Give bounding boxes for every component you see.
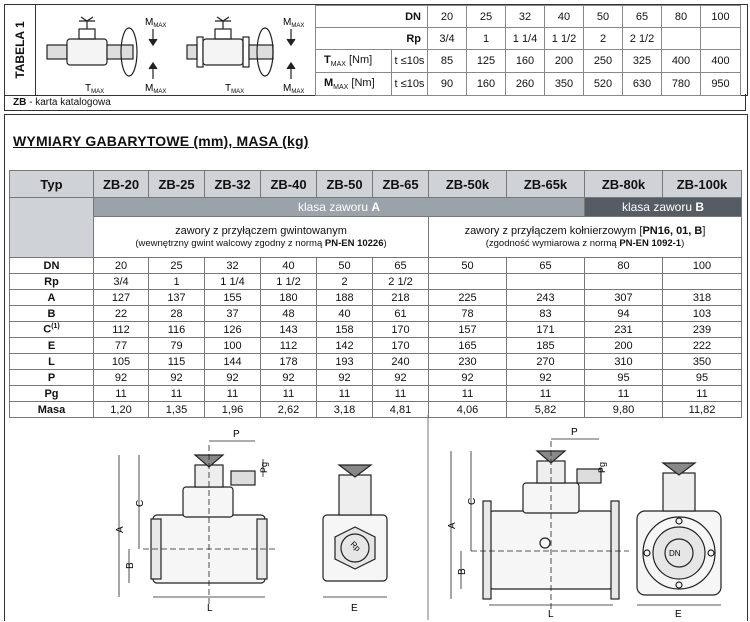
torque-dn: 40 [545, 6, 584, 28]
catalog-note-code: ZB [13, 97, 27, 108]
threaded-valve-icon [47, 17, 157, 79]
dim-b-2: B [457, 568, 468, 575]
dim-c-1: C [135, 499, 146, 507]
table-cell: 37 [205, 306, 261, 322]
threaded-valve-front-drawing [323, 465, 387, 597]
table-row [10, 338, 742, 354]
table-cell: 92 [317, 370, 373, 386]
valve-class-row [10, 198, 742, 217]
table-cell: 83 [507, 306, 585, 322]
table-cell: 5,82 [507, 402, 585, 418]
torque-rp [701, 28, 741, 50]
torque-dn: 50 [584, 6, 623, 28]
t-value: 400 [662, 50, 701, 73]
table-row [10, 354, 742, 370]
table-cell: 11 [507, 386, 585, 402]
table-cell: 1 1/4 [205, 274, 261, 290]
torque-rp: 1 [467, 28, 506, 50]
torque-rp: 2 1/2 [623, 28, 662, 50]
table-cell: 307 [585, 290, 663, 306]
connection-row [10, 217, 742, 258]
table-cell: 11,82 [663, 402, 742, 418]
threaded-valve-side-drawing [119, 441, 275, 605]
dim-dn: DN [669, 549, 681, 558]
table-cell: 32 [205, 258, 261, 274]
table-cell: 95 [663, 370, 742, 386]
table-cell: 318 [663, 290, 742, 306]
table-cell: 144 [205, 354, 261, 370]
torque-rp: 1 1/4 [506, 28, 545, 50]
dimension-rows [10, 258, 742, 418]
dim-a-1: A [115, 526, 126, 533]
table-cell: 185 [507, 338, 585, 354]
table-row [10, 290, 742, 306]
table-cell: 178 [261, 354, 317, 370]
table-cell: 94 [585, 306, 663, 322]
table-cell: 11 [149, 386, 205, 402]
table-cell: 126 [205, 322, 261, 338]
table-cell: 92 [261, 370, 317, 386]
torque-rp [662, 28, 701, 50]
torque-rp: 3/4 [428, 28, 467, 50]
table-cell: 1,96 [205, 402, 261, 418]
table-cell: 11 [205, 386, 261, 402]
table-cell: 50 [429, 258, 507, 274]
dim-p-2: P [571, 427, 578, 438]
t-label-cell: $T_{MAX}$ [Nm] [316, 50, 392, 73]
row-label: Pg [10, 386, 94, 402]
table-cell: 158 [317, 322, 373, 338]
model-header: ZB-65k [507, 171, 585, 198]
model-header: ZB-40 [261, 171, 317, 198]
m-value: 520 [584, 73, 623, 96]
dim-e-2: E [675, 609, 682, 620]
table-cell: 112 [94, 322, 149, 338]
table-cell: 77 [94, 338, 149, 354]
t-value: 160 [506, 50, 545, 73]
row-label: E [10, 338, 94, 354]
row-label: Rp [10, 274, 94, 290]
table-row [10, 386, 742, 402]
torque-dn: 32 [506, 6, 545, 28]
torque-dn: 100 [701, 6, 741, 28]
table-cell: 171 [507, 322, 585, 338]
table-cell: 40 [261, 258, 317, 274]
flanged-valve-icon [187, 17, 295, 79]
table-cell: 92 [149, 370, 205, 386]
row-label: $C^{(1)}$ [10, 322, 94, 338]
table-cell: 165 [429, 338, 507, 354]
model-header: ZB-65 [373, 171, 429, 198]
table-cell: 65 [507, 258, 585, 274]
torque-panel [4, 4, 748, 96]
table-cell [429, 274, 507, 290]
model-header: ZB-50k [429, 171, 507, 198]
model-header: ZB-20 [94, 171, 149, 198]
table-cell: 180 [261, 290, 317, 306]
table-cell: 100 [663, 258, 742, 274]
table-cell: 65 [373, 258, 429, 274]
m-value: 630 [623, 73, 662, 96]
t-cond: t ≤10s [392, 50, 428, 73]
m-value: 350 [545, 73, 584, 96]
dim-p-1: P [233, 429, 240, 440]
row-label: L [10, 354, 94, 370]
table-cell: 25 [149, 258, 205, 274]
table-cell: 61 [373, 306, 429, 322]
catalog-note-text: - karta katalogowa [26, 97, 111, 108]
section-title: WYMIARY GABARYTOWE (mm), MASA (kg) [13, 133, 309, 149]
valve-class-a: klasa zaworu A [94, 198, 585, 217]
table-cell: 115 [149, 354, 205, 370]
table-cell: 95 [585, 370, 663, 386]
table-cell: 92 [373, 370, 429, 386]
dim-a-2: A [447, 522, 458, 529]
table-cell: 4,06 [429, 402, 507, 418]
table-cell: 11 [585, 386, 663, 402]
dim-l-1: L [207, 603, 213, 614]
dim-e-1: E [351, 603, 358, 614]
model-header: ZB-100k [663, 171, 742, 198]
table-cell: 200 [585, 338, 663, 354]
table-row [10, 322, 742, 338]
m-value: 90 [428, 73, 467, 96]
table-cell: 48 [261, 306, 317, 322]
t-value: 125 [467, 50, 506, 73]
table-cell: 1 1/2 [261, 274, 317, 290]
dim-l-2: L [548, 609, 554, 620]
flanged-connection-desc: zawory z przyłączem kołnierzowym [PN16, 01, B] (zgodność wymiarowa z normą PN-EN 1092-1) [429, 217, 742, 258]
row-label: Masa [10, 402, 94, 418]
dim-rp: Rp [348, 539, 363, 554]
table-row [10, 306, 742, 322]
tabela-label-cell [5, 5, 36, 95]
table-cell: 240 [373, 354, 429, 370]
table-cell: 11 [663, 386, 742, 402]
torque-dn: 80 [662, 6, 701, 28]
tmax-label-1: $T_{MAX}$ [85, 83, 105, 93]
table-cell [585, 274, 663, 290]
torque-header-dn: DN [316, 6, 428, 28]
tabela-label: TABELA 1 [13, 21, 27, 79]
torque-rp: 2 [584, 28, 623, 50]
t-value: 325 [623, 50, 662, 73]
table-cell: 157 [429, 322, 507, 338]
table-cell: 1,35 [149, 402, 205, 418]
table-cell: 4,81 [373, 402, 429, 418]
table-cell: 20 [94, 258, 149, 274]
table-cell: 80 [585, 258, 663, 274]
table-cell: 127 [94, 290, 149, 306]
t-value: 250 [584, 50, 623, 73]
table-cell: 11 [373, 386, 429, 402]
m-value: 160 [467, 73, 506, 96]
table-cell: 2,62 [261, 402, 317, 418]
table-cell: 3/4 [94, 274, 149, 290]
flanged-valve-front-drawing [637, 463, 721, 605]
table-cell [663, 274, 742, 290]
table-cell: 218 [373, 290, 429, 306]
t-value: 200 [545, 50, 584, 73]
table-cell: 92 [94, 370, 149, 386]
m-value: 780 [662, 73, 701, 96]
dimension-drawings [5, 415, 747, 620]
table-cell: 243 [507, 290, 585, 306]
mmax-label-2: $M_{MAX}$ [145, 83, 167, 93]
table-cell: 142 [317, 338, 373, 354]
table-cell: 92 [205, 370, 261, 386]
model-header: ZB-32 [205, 171, 261, 198]
table-cell: 231 [585, 322, 663, 338]
m-cond: t ≤10s [392, 73, 428, 96]
typ-spacer [10, 198, 94, 258]
table-cell: 103 [663, 306, 742, 322]
torque-header-rp: Rp [316, 28, 428, 50]
table-cell: 92 [429, 370, 507, 386]
table-cell [507, 274, 585, 290]
model-header: ZB-80k [585, 171, 663, 198]
table-cell: 79 [149, 338, 205, 354]
row-label: P [10, 370, 94, 386]
table-cell: 170 [373, 322, 429, 338]
table-cell: 92 [507, 370, 585, 386]
table-cell: 22 [94, 306, 149, 322]
table-cell: 112 [261, 338, 317, 354]
table-cell: 137 [149, 290, 205, 306]
m-value: 260 [506, 73, 545, 96]
torque-rp: 1 1/2 [545, 28, 584, 50]
typ-header: Typ [10, 171, 94, 198]
mmax-label-4: $M_{MAX}$ [283, 83, 305, 93]
table-cell: 11 [261, 386, 317, 402]
model-header: ZB-50 [317, 171, 373, 198]
torque-row-dn [316, 6, 741, 28]
torque-row-rp [316, 28, 741, 50]
torque-diagram [37, 7, 313, 93]
table-cell: 100 [205, 338, 261, 354]
torque-row-m [316, 73, 741, 96]
table-cell: 105 [94, 354, 149, 370]
torque-dn: 25 [467, 6, 506, 28]
torque-dn: 20 [428, 6, 467, 28]
table-cell: 2 [317, 274, 373, 290]
table-cell: 116 [149, 322, 205, 338]
m-label-cell: $M_{MAX}$ [Nm] [316, 73, 392, 96]
table-cell: 310 [585, 354, 663, 370]
torque-dn: 65 [623, 6, 662, 28]
table-cell: 225 [429, 290, 507, 306]
row-label: B [10, 306, 94, 322]
torque-table [315, 5, 741, 96]
t-value: 85 [428, 50, 467, 73]
table-cell: 188 [317, 290, 373, 306]
table-row [10, 370, 742, 386]
catalog-note [4, 94, 746, 111]
mmax-label-3: $M_{MAX}$ [283, 17, 305, 29]
table-cell: 170 [373, 338, 429, 354]
table-cell: 222 [663, 338, 742, 354]
table-cell: 1,20 [94, 402, 149, 418]
table-cell: 270 [507, 354, 585, 370]
dimensions-section [4, 114, 748, 621]
table-cell: 1 [149, 274, 205, 290]
table-cell: 11 [429, 386, 507, 402]
table-cell: 3,18 [317, 402, 373, 418]
table-cell: 193 [317, 354, 373, 370]
table-cell: 40 [317, 306, 373, 322]
table-cell: 50 [317, 258, 373, 274]
dim-c-2: C [467, 497, 478, 505]
table-cell: 9,80 [585, 402, 663, 418]
mmax-label-1: $M_{MAX}$ [145, 17, 167, 29]
table-cell: 350 [663, 354, 742, 370]
dim-b-1: B [125, 562, 136, 569]
row-label: DN [10, 258, 94, 274]
table-row [10, 274, 742, 290]
table-cell: 230 [429, 354, 507, 370]
table-cell: 155 [205, 290, 261, 306]
t-value: 400 [701, 50, 741, 73]
table-cell: 11 [317, 386, 373, 402]
table-cell: 78 [429, 306, 507, 322]
dim-pg-1: Pg [259, 461, 269, 473]
torque-row-t [316, 50, 741, 73]
valve-class-b: klasa zaworu B [585, 198, 742, 217]
table-row [10, 258, 742, 274]
threaded-connection-desc: zawory z przyłączem gwintowanym (wewnętrzny gwint walcowy zgodny z normą PN-EN 10226) [94, 217, 429, 258]
table-cell: 143 [261, 322, 317, 338]
tmax-label-2: $T_{MAX}$ [225, 83, 245, 93]
m-value: 950 [701, 73, 741, 96]
table-cell: 28 [149, 306, 205, 322]
table-cell: 239 [663, 322, 742, 338]
row-label: A [10, 290, 94, 306]
dim-pg-2: Pg [597, 461, 607, 473]
model-header: ZB-25 [149, 171, 205, 198]
table-cell: 2 1/2 [373, 274, 429, 290]
table-cell: 11 [94, 386, 149, 402]
table-header-row [10, 171, 742, 198]
dimensions-table [9, 170, 742, 418]
